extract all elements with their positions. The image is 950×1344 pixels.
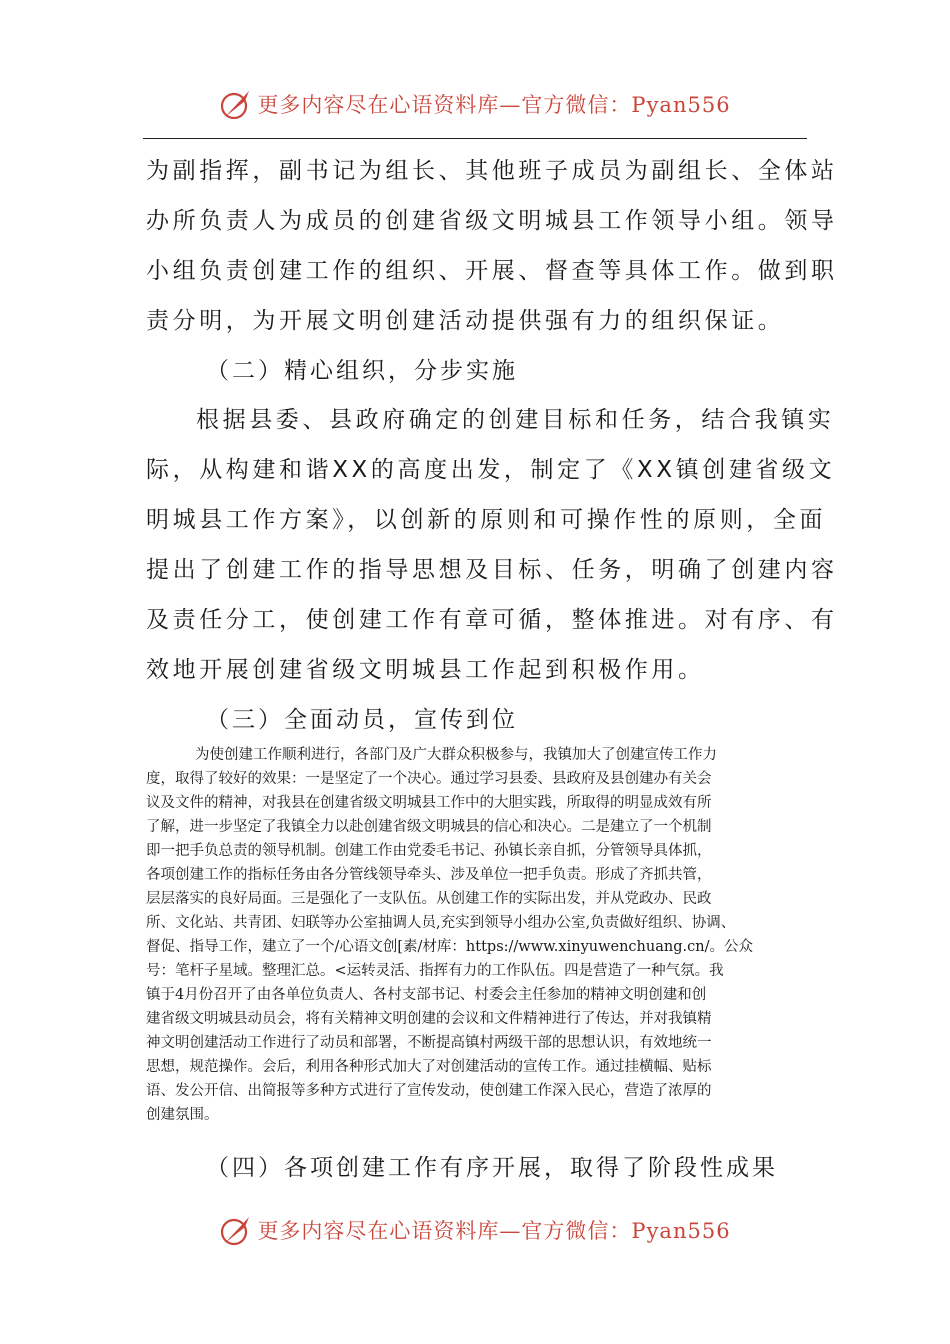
- small-body-line: 神文明创建活动工作进行了动员和部署，不断提高镇村两级干部的思想认识，有效地统一: [146, 1035, 712, 1051]
- small-body-line: 议及文件的精神，对我县在创建省级文明城县工作中的大胆实践，所取得的明显成效有所: [146, 795, 712, 811]
- header-divider: [143, 138, 807, 139]
- small-body-line: 度，取得了较好的效果：一是坚定了一个决心。通过学习县委、县政府及县创建办有关会: [146, 771, 712, 787]
- small-body-line: 号：笔杆子星域。整理汇总。<运转灵活、指挥有力的工作队伍。四是营造了一种气氛。我: [146, 963, 724, 979]
- body-line: 责分明，为开展文明创建活动提供强有力的组织保证。: [146, 308, 785, 334]
- small-body-line: 督促、指导工作，建立了一个/心语文创[素/材库：https://www.xinyuwenchuang.cn/。公众: [146, 939, 753, 955]
- body-line: 及责任分工，使创建工作有章可循，整体推进。对有序、有: [146, 607, 838, 633]
- quill-logo-icon: [219, 87, 253, 121]
- small-body-line: 镇于4月份召开了由各单位负责人、各村支部书记、村委会主任参加的精神文明创建和创: [146, 987, 707, 1003]
- body-line: 际，从构建和谐XX的高度出发，制定了《XX镇创建省级文: [146, 457, 836, 483]
- body-line: 办所负责人为成员的创建省级文明城县工作领导小组。领导: [146, 208, 838, 234]
- section-heading: （四）各项创建工作有序开展，取得了阶段性成果: [206, 1155, 778, 1181]
- header-banner: [0, 84, 950, 124]
- small-body-line: 各项创建工作的指标任务由各分管线领导牵头、涉及单位一把手负责。形成了齐抓共管，: [146, 867, 712, 883]
- body-line: 根据县委、县政府确定的创建目标和任务，结合我镇实: [196, 407, 835, 433]
- small-body-line: 层层落实的良好局面。三是强化了一支队伍。从创建工作的实际出发，并从党政办、民政: [146, 891, 712, 907]
- body-line: 明城县工作方案》，以创新的原则和可操作性的原则，全面: [146, 507, 827, 533]
- small-body-line: 创建氛围。: [146, 1107, 219, 1123]
- quill-logo-icon: [219, 1213, 253, 1247]
- body-line: 为副指挥，副书记为组长、其他班子成员为副组长、全体站: [146, 158, 838, 184]
- body-line: 小组负责创建工作的组织、开展、督查等具体工作。做到职: [146, 258, 838, 284]
- banner-text: 更多内容尽在心语资料库—官方微信：Pyan556: [257, 1219, 731, 1243]
- small-body-line: 语、发公开信、出简报等多种方式进行了宣传发动，使创建工作深入民心，营造了浓厚的: [146, 1083, 712, 1099]
- section-heading: （三）全面动员，宣传到位: [206, 707, 518, 733]
- body-line: 提出了创建工作的指导思想及目标、任务，明确了创建内容: [146, 557, 838, 583]
- section-heading: （二）精心组织，分步实施: [206, 358, 518, 384]
- footer-banner: [0, 1210, 950, 1250]
- small-body-line: 所、文化站、共青团、妇联等办公室抽调人员,充实到领导小组办公室,负责做好组织、协调、: [146, 915, 736, 931]
- small-body-line: 即一把手负总责的领导机制。创建工作由党委毛书记、孙镇长亲自抓，分管领导具体抓，: [146, 843, 712, 859]
- banner-text: 更多内容尽在心语资料库—官方微信：Pyan556: [257, 93, 731, 117]
- small-body-line: 为使创建工作顺利进行，各部门及广大群众积极参与，我镇加大了创建宣传工作力: [195, 747, 717, 763]
- small-body-line: 了解，进一步坚定了我镇全力以赴创建省级文明城县的信心和决心。二是建立了一个机制: [146, 819, 712, 835]
- body-line: 效地开展创建省级文明城县工作起到积极作用。: [146, 657, 705, 683]
- small-body-line: 建省级文明城县动员会，将有关精神文明创建的会议和文件精神进行了传达，并对我镇精: [146, 1011, 712, 1027]
- small-body-line: 思想，规范操作。会后，利用各种形式加大了对创建活动的宣传工作。通过挂横幅、贴标: [146, 1059, 712, 1075]
